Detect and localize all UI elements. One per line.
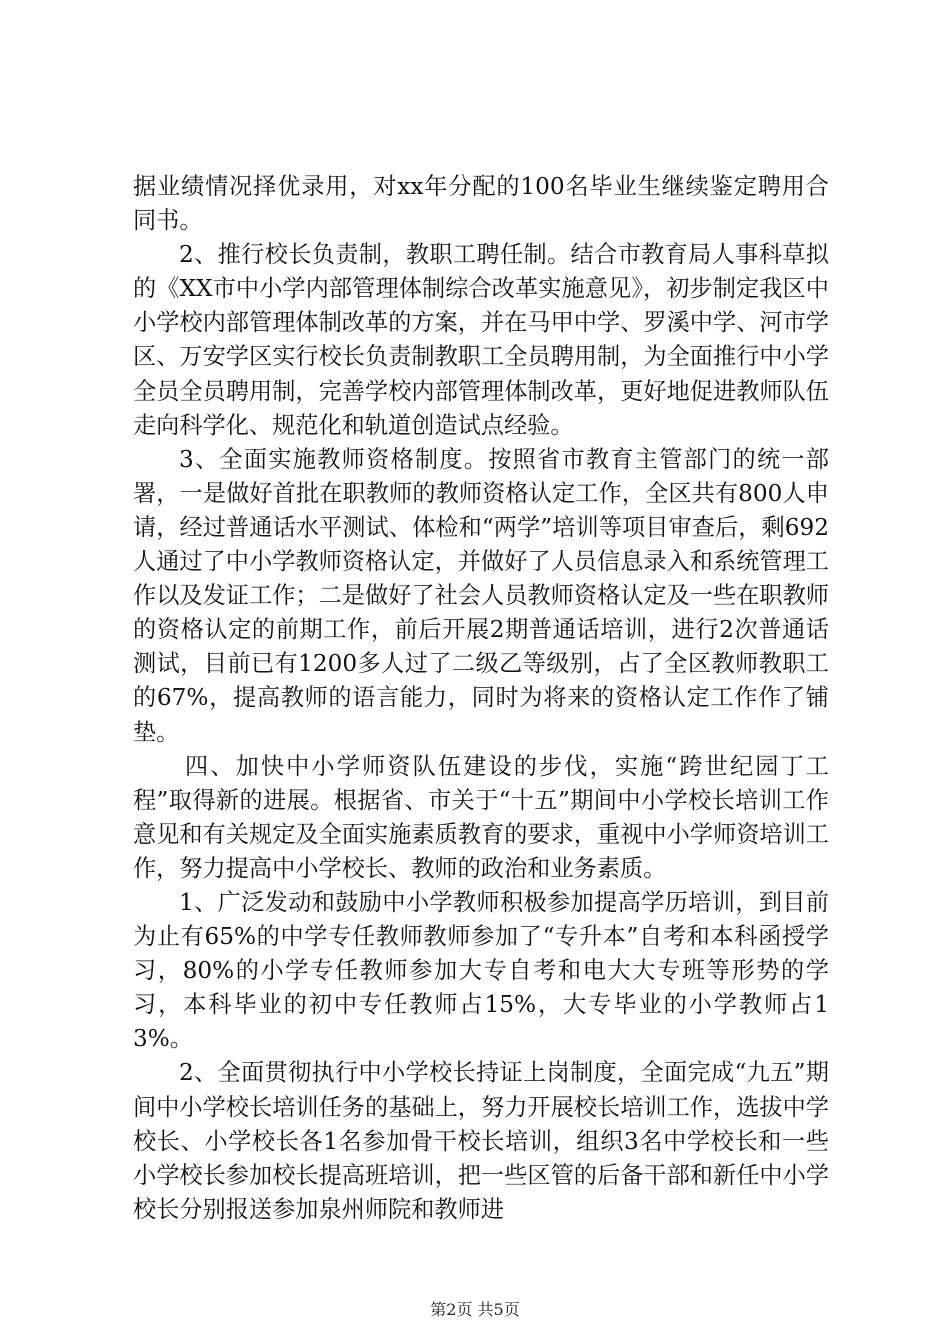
paragraph-degree-training: 1、广泛发动和鼓励中小学教师积极参加提高学历培训，到目前为止有65%的中学专任教师教师参加了“专升本”自考和本科函授学习，80%的小学专任教师参加大专自考和电大大专班等形势的学习，本科毕业的初中专任教师占15%，大专毕业的小学教师占13%。 — [133, 888, 829, 1053]
paragraph-teacher-qualification: 3、全面实施教师资格制度。按照省市教育主管部门的统一部署，一是做好首批在职教师的教师资格认定工作，全区共有800人申请，经过普通话水平测试、体检和“两学”培训等项目审查后，剩692人通过了中小学教师资格认定，并做好了人员信息录入和系统管理工作以及发证工作；二是做好了社会人员教师资格认定及一些在职教师的资格认定的前期工作，前后开展2期普通话培训，进行2次普通话测试，目前已有1200多人过了二级乙等级别，占了全区教师教职工的67%，提高教师的语言能力，同时为将来的资格认定工作作了铺垫。 — [133, 445, 829, 746]
paragraph-principal-certification: 2、全面贯彻执行中小学校长持证上岗制度，全面完成“九五”期间中小学校长培训任务的基础上，努力开展校长培训工作，选拔中学校长、小学校长各1名参加骨干校长培训，组织3名中学校长和一些小学校长参加校长提高班培训，把一些区管的后备干部和新任中小学校长分别报送参加泉州师院和教师进 — [133, 1059, 829, 1223]
paragraph-continuation: 据业绩情况择优录用，对xx年分配的100名毕业生继续鉴定聘用合同书。 — [133, 173, 829, 235]
document-body — [133, 170, 829, 1227]
page-footer: 第2页 共5页 — [430, 1300, 520, 1319]
paragraph-section-four: 四、加快中小学师资队伍建设的步伐，实施“跨世纪园丁工程”取得新的进展。根据省、市关于“十五”期间中小学校长培训工作意见和有关规定及全面实施素质教育的要求，重视中小学师资培训工作，努力提高中小学校长、教师的政治和业务素质。 — [133, 752, 829, 882]
paragraph-principal-responsibility: 2、推行校长负责制，教职工聘任制。结合市教育局人事科草拟的《XX市中小学内部管理体制综合改革实施意见》，初步制定我区中小学校内部管理体制改革的方案，并在马甲中学、罗溪中学、河市学区、万安学区实行校长负责制教职工全员聘用制，为全面推行中小学全员全员聘用制，完善学校内部管理体制改革，更好地促进教师队伍走向科学化、规范化和轨道创造试点经验。 — [133, 241, 829, 439]
